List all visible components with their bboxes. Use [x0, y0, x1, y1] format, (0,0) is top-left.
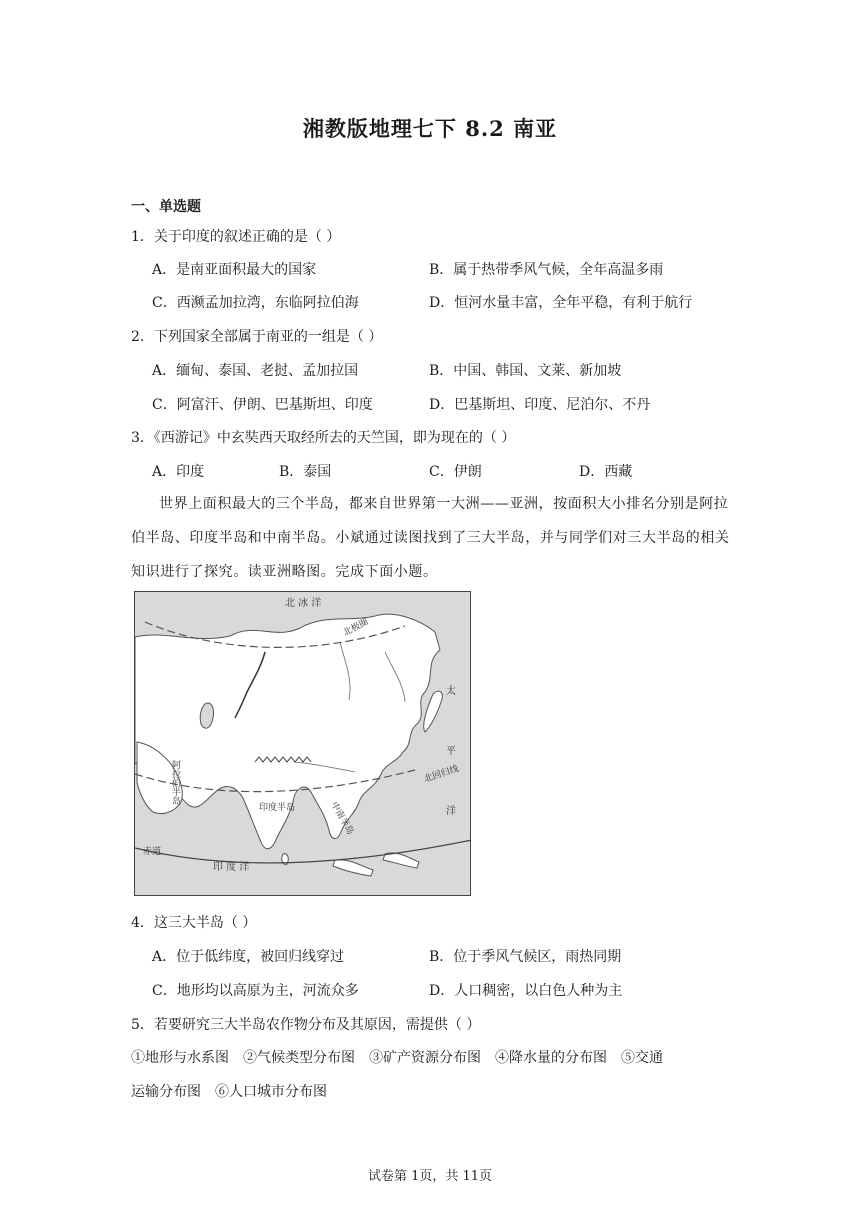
question-5-items-line-1: ①地形与水系图 ②气候类型分布图 ③矿产资源分布图 ④降水量的分布图 ⑤交通 [131, 1050, 663, 1066]
question-3-option-d: D．西藏 [579, 464, 633, 480]
page-title: 湘教版地理七下 8.2 南亚 [302, 116, 558, 141]
asia-sketch-map [134, 591, 471, 896]
indian-peninsula-label: 印度半岛 [259, 803, 296, 813]
pacific-label-1: 太 [446, 686, 456, 697]
question-3-option-c: C．伊朗 [429, 464, 482, 480]
question-2-option-a: A．缅甸、泰国、老挝、孟加拉国 [152, 363, 359, 379]
question-3-option-b: B．泰国 [279, 464, 332, 480]
reading-passage: 世界上面积最大的三个半岛，都来自世界第一大洲——亚洲，按面积大小排名分别是阿拉伯半岛、印度半岛和中南半岛。小斌通过读图找到了三大半岛，并与同学们对三大半岛的相关知识进行了探究。读亚洲略图。完成下面小题。 [131, 496, 730, 580]
question-3-stem: 3．《西游记》中玄奘西天取经所去的天竺国，即为现在的（ ） [131, 430, 516, 446]
page-footer: 试卷第 1页，共 11页 [367, 1169, 493, 1184]
equator-line [135, 840, 471, 863]
arctic-ocean-label: 北 冰 洋 [285, 598, 322, 609]
question-4-option-c: C．地形均以高原为主，河流众多 [152, 983, 359, 999]
map-drawing [135, 592, 471, 896]
question-1-option-a: A．是南亚面积最大的国家 [152, 262, 317, 278]
question-2-option-b: B．中国、韩国、文莱、新加坡 [429, 363, 622, 379]
tropic-label: 北回归线 [422, 764, 461, 785]
indochina-peninsula-label: 中南半岛 [328, 800, 356, 837]
question-2-option-d: D．巴基斯坦、印度、尼泊尔、不丹 [429, 397, 651, 413]
question-4-option-b: B．位于季风气候区，雨热同期 [429, 949, 622, 965]
question-1-stem: 1．关于印度的叙述正确的是（ ） [131, 229, 341, 245]
question-4-option-a: A．位于低纬度，被回归线穿过 [152, 949, 345, 965]
equator-label: 赤道 [143, 847, 162, 857]
question-5-stem: 5．若要研究三大半岛农作物分布及其原因，需提供（ ） [131, 1017, 481, 1033]
question-4-option-d: D．人口稠密，以白色人种为主 [429, 983, 623, 999]
question-2-stem: 2．下列国家全部属于南亚的一组是（ ） [131, 329, 383, 345]
question-1-option-d: D．恒河水量丰富，全年平稳，有利于航行 [429, 295, 693, 311]
question-3-option-a: A．印度 [152, 464, 205, 480]
indian-ocean-label: 印 度 洋 [213, 862, 250, 873]
asia-landmass [135, 614, 440, 849]
question-5-items-line-2: 运输分布图 ⑥人口城市分布图 [131, 1084, 327, 1100]
question-4-stem: 4．这三大半岛（ ） [131, 915, 257, 931]
question-1-option-b: B．属于热带季风气候，全年高温多雨 [429, 262, 664, 278]
japan-islands [424, 691, 443, 732]
arabian-peninsula-label: 阿拉伯半岛 [170, 760, 180, 805]
pacific-label-2: 平 [446, 746, 456, 757]
section-heading: 一、单选题 [131, 199, 201, 215]
pacific-label-3: 洋 [446, 806, 456, 817]
question-2-option-c: C．阿富汗、伊朗、巴基斯坦、印度 [152, 397, 373, 413]
arctic-circle-label: 北极圈 [341, 617, 371, 639]
question-1-option-c: C．西濒孟加拉湾，东临阿拉伯海 [152, 295, 359, 311]
